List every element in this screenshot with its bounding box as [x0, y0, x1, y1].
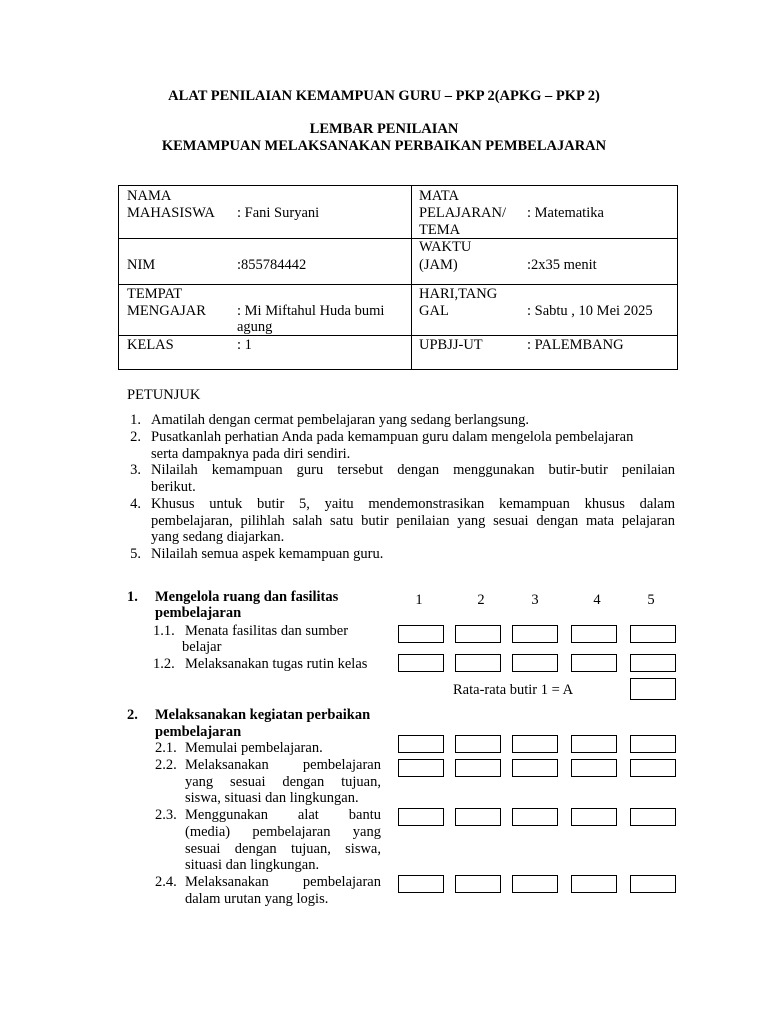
score-box-1-2-4[interactable] [571, 654, 617, 672]
section-2-number: 2. [127, 707, 138, 723]
scale-label-2: 2 [477, 592, 485, 608]
nim-value: :855784442 [237, 257, 307, 273]
score-box-1-2-1[interactable] [398, 654, 444, 672]
average-label: Rata-rata butir 1 = A [453, 682, 574, 698]
instruction-text: Khusus untuk butir 5, yaitu mendemonstrasikan kemampuan khusus dalam [151, 496, 675, 512]
scale-label-5: 5 [647, 592, 655, 608]
tempat-label-2: MENGAJAR [127, 303, 206, 319]
item-number: 2.4. [155, 874, 177, 890]
item-text: Menata fasilitas dan sumber [185, 623, 349, 639]
item-text: sesuai dengan tujuan, siswa, [185, 841, 381, 857]
item-text: Melaksanakan pembelajaran [185, 874, 381, 890]
instruction-text: Pusatkanlah perhatian Anda pada kemampuan guru dalam mengelola pembelajaran [151, 429, 634, 445]
score-box-2-3-2[interactable] [455, 808, 501, 826]
instruction-number: 3. [130, 462, 141, 478]
section-1-number: 1. [127, 589, 138, 605]
mapel-label-2: PELAJARAN/ [419, 205, 507, 221]
nim-label: NIM [127, 257, 156, 273]
item-text: dalam urutan yang logis. [185, 891, 329, 907]
item-number: 1.1. [153, 623, 175, 639]
tempat-label: TEMPAT [127, 286, 183, 302]
score-box-1-1-4[interactable] [571, 625, 617, 643]
upbjj-value: : PALEMBANG [527, 337, 624, 353]
score-box-2-1-1[interactable] [398, 735, 444, 753]
section-2-title: Melaksanakan kegiatan perbaikan [155, 707, 371, 723]
section-2-title-2: pembelajaran [155, 724, 242, 740]
score-box-2-3-4[interactable] [571, 808, 617, 826]
scale-label-4: 4 [593, 592, 601, 608]
score-box-2-1-4[interactable] [571, 735, 617, 753]
score-box-2-3-5[interactable] [630, 808, 676, 826]
item-text: (media) pembelajaran yang [185, 824, 381, 840]
score-box-1-2-3[interactable] [512, 654, 558, 672]
instruction-number: 4. [130, 496, 141, 512]
nama-label-2: MAHASISWA [127, 205, 215, 221]
waktu-label: WAKTU [419, 239, 472, 255]
score-box-1-2-5[interactable] [630, 654, 676, 672]
section-1-title: Mengelola ruang dan fasilitas [155, 589, 339, 605]
mapel-value: : Matematika [527, 205, 604, 221]
item-text: siswa, situasi dan lingkungan. [185, 790, 359, 806]
scale-label-1: 1 [415, 592, 423, 608]
item-text: Menggunakan alat bantu [185, 807, 381, 823]
score-box-2-1-5[interactable] [630, 735, 676, 753]
item-number: 2.2. [155, 757, 177, 773]
section-1-title-2: pembelajaran [155, 605, 242, 621]
scale-label-3: 3 [531, 592, 539, 608]
instructions-heading: PETUNJUK [127, 387, 201, 403]
score-box-2-2-4[interactable] [571, 759, 617, 777]
score-box-2-3-1[interactable] [398, 808, 444, 826]
instruction-text: Nilailah semua aspek kemampuan guru. [151, 546, 384, 562]
score-box-2-4-2[interactable] [455, 875, 501, 893]
kelas-label: KELAS [127, 337, 174, 353]
table-row-divider [118, 284, 678, 285]
waktu-value: :2x35 menit [527, 257, 597, 273]
item-number: 2.1. [155, 740, 177, 756]
score-box-1-1-2[interactable] [455, 625, 501, 643]
document-subtitle: LEMBAR PENILAIAN [309, 121, 459, 137]
score-box-2-4-3[interactable] [512, 875, 558, 893]
item-text: yang sesuai dengan tujuan, [185, 774, 381, 790]
document-title: ALAT PENILAIAN KEMAMPUAN GURU – PKP 2(APKG – PKP 2) [168, 88, 600, 104]
instruction-text: yang sedang diajarkan. [151, 529, 285, 545]
score-box-2-2-5[interactable] [630, 759, 676, 777]
item-number: 1.2. [153, 656, 175, 672]
hari-value: : Sabtu , 10 Mei 2025 [527, 303, 653, 319]
instruction-text: Amatilah dengan cermat pembelajaran yang sedang berlangsung. [151, 412, 530, 428]
table-divider [411, 185, 412, 370]
item-text: Memulai pembelajaran. [185, 740, 323, 756]
table-row-divider [118, 335, 678, 336]
item-text: belajar [182, 639, 222, 655]
table-row-divider [118, 238, 678, 239]
mapel-label: MATA [419, 188, 459, 204]
item-text: Melaksanakan tugas rutin kelas [185, 656, 368, 672]
item-number: 2.3. [155, 807, 177, 823]
item-text: Melaksanakan pembelajaran [185, 757, 381, 773]
instruction-text: Nilailah kemampuan guru tersebut dengan menggunakan butir-butir penilaian [151, 462, 675, 478]
tempat-value-2: agung [237, 319, 273, 335]
upbjj-label: UPBJJ-UT [419, 337, 483, 353]
score-box-2-2-1[interactable] [398, 759, 444, 777]
score-box-2-4-5[interactable] [630, 875, 676, 893]
nama-label: NAMA [127, 188, 172, 204]
score-box-2-2-3[interactable] [512, 759, 558, 777]
hari-label-2: GAL [419, 303, 449, 319]
instruction-text: pembelajaran, pilihlah salah satu butir penilaian yang sesuai dengan mata pelajaran [151, 513, 675, 529]
score-box-1-2-2[interactable] [455, 654, 501, 672]
instruction-text: serta dampaknya pada diri sendiri. [151, 446, 351, 462]
score-box-1-1-1[interactable] [398, 625, 444, 643]
score-box-2-2-2[interactable] [455, 759, 501, 777]
score-box-2-4-1[interactable] [398, 875, 444, 893]
instruction-number: 2. [130, 429, 141, 445]
average-box[interactable] [630, 678, 676, 700]
score-box-1-1-3[interactable] [512, 625, 558, 643]
score-box-2-3-3[interactable] [512, 808, 558, 826]
score-box-1-1-5[interactable] [630, 625, 676, 643]
mapel-label-3: TEMA [419, 222, 461, 238]
hari-label: HARI,TANG [419, 286, 498, 302]
item-text: situasi dan lingkungan. [185, 857, 320, 873]
score-box-2-1-2[interactable] [455, 735, 501, 753]
document-subtitle-2: KEMAMPUAN MELAKSANAKAN PERBAIKAN PEMBELAJARAN [161, 138, 607, 154]
tempat-value: : Mi Miftahul Huda bumi [237, 303, 385, 319]
instruction-text: berikut. [151, 479, 196, 495]
kelas-value: : 1 [237, 337, 252, 353]
nama-value: : Fani Suryani [237, 205, 320, 221]
waktu-label-2: (JAM) [419, 257, 458, 273]
score-box-2-4-4[interactable] [571, 875, 617, 893]
score-box-2-1-3[interactable] [512, 735, 558, 753]
instruction-number: 1. [130, 412, 141, 428]
instruction-number: 5. [130, 546, 141, 562]
